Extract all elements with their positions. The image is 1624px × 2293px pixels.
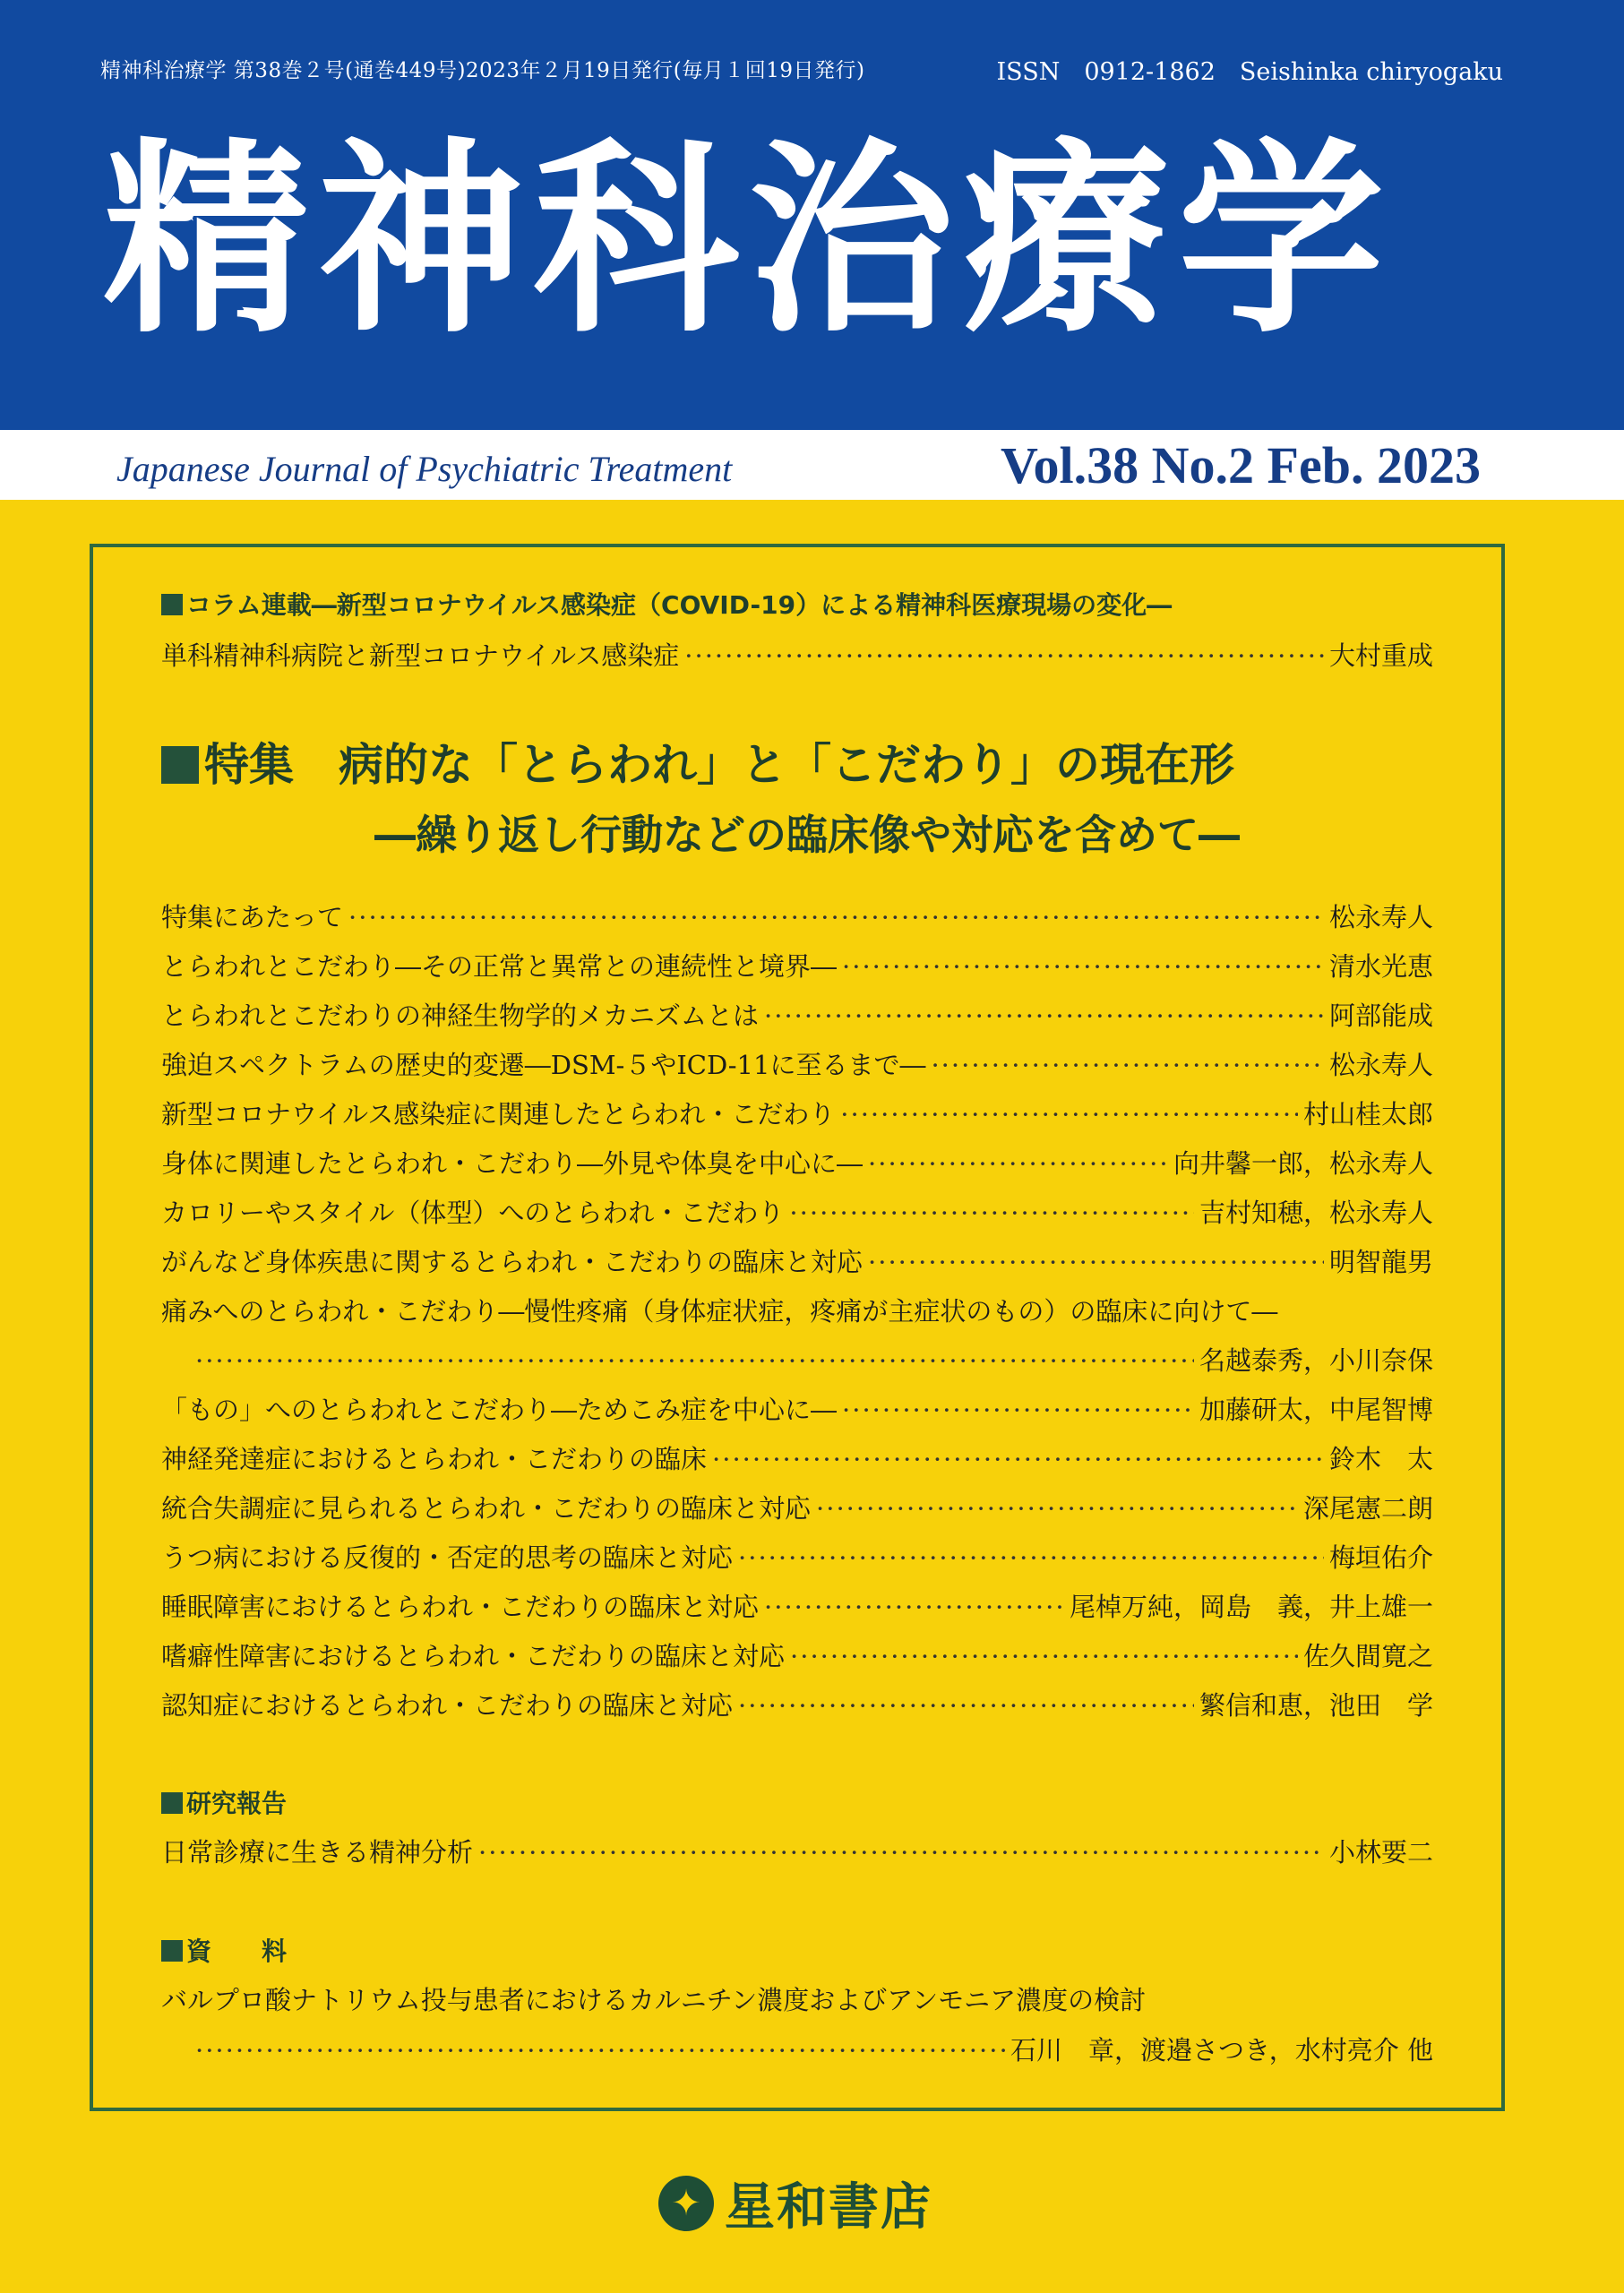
column-heading: コラム連載―新型コロナウイルス感染症（COVID-19）による精神科医療現場の変化― (161, 587, 1172, 624)
leader-dots (738, 1539, 1324, 1576)
toc-entry[interactable] (195, 2031, 1433, 2069)
leader-dots (195, 2031, 1005, 2069)
toc-entry-title: カロリーやスタイル（体型）へのとらわれ・こだわり (161, 1198, 785, 1228)
leader-dots (712, 1440, 1324, 1478)
toc-entry[interactable] (161, 1687, 1433, 1724)
toc-entry-title: 睡眠障害におけるとらわれ・こだわりの臨床と対応 (161, 1592, 760, 1622)
toc-entry-title: 単科精神科病院と新型コロナウイルス感染症 (161, 640, 680, 671)
toc-entry-title: 認知症におけるとらわれ・こだわりの臨床と対応 (161, 1690, 734, 1721)
toc-entry-author: 松永寿人 (1328, 902, 1433, 932)
toc-entry[interactable] (161, 1243, 1433, 1281)
bullet-square-icon (161, 1940, 183, 1962)
toc-entry-title: 強迫スペクトラムの歴史的変遷―DSM-５やICD-11に至るまで― (161, 1050, 926, 1080)
publisher-name: 星和書店 (725, 2178, 932, 2237)
leader-dots (868, 1145, 1168, 1182)
toc-entry-title: とらわれとこだわり―その正常と異常との連続性と境界― (161, 951, 838, 982)
bullet-square-icon (161, 746, 199, 784)
toc-entry[interactable] (195, 1342, 1433, 1379)
issn-info: ISSN 0912-1862 Seishinka chiryogaku (996, 58, 1503, 86)
toc-entry-title: 新型コロナウイルス感染症に関連したとらわれ・こだわり (161, 1099, 836, 1129)
toc-entry-author: 吉村知穂，松永寿人 (1199, 1198, 1433, 1228)
toc-entry[interactable] (161, 997, 1433, 1035)
leader-dots (931, 1046, 1324, 1084)
leader-dots (764, 1588, 1064, 1626)
toc-entry-author: 名越泰秀，小川奈保 (1199, 1345, 1433, 1376)
toc-entry-author: 繁信和恵，池田 学 (1199, 1690, 1433, 1721)
leader-dots (478, 1834, 1324, 1871)
toc-entry-title: がんなど身体疾患に関するとらわれ・こだわりの臨床と対応 (161, 1247, 864, 1277)
toc-entry-author: 佐久間寛之 (1302, 1641, 1433, 1671)
toc-entry-title[interactable]: 痛みへのとらわれ・こだわり―慢性疼痛（身体症状症，疼痛が主症状のもの）の臨床に向けて― (161, 1296, 1278, 1327)
toc-entry-title: とらわれとこだわりの神経生物学的メカニズムとは (161, 1001, 760, 1031)
feature-subtitle: ―繰り返し行動などの臨床像や対応を含めて― (374, 811, 1240, 859)
toc-entry-title: 嗜癖性障害におけるとらわれ・こだわりの臨床と対応 (161, 1641, 786, 1671)
toc-entry[interactable] (161, 1490, 1433, 1527)
publisher-logo-icon: ✦ (658, 2176, 714, 2231)
toc-entry-author: 石川 章，渡邉さつき，水村亮介 他 (1010, 2035, 1433, 2065)
leader-dots (348, 898, 1324, 936)
toc-entry-author: 清水光恵 (1328, 951, 1433, 982)
toc-entry-title: うつ病における反復的・否定的思考の臨床と対応 (161, 1542, 734, 1573)
bullet-square-icon (161, 594, 183, 615)
leader-dots (868, 1243, 1324, 1281)
toc-entry[interactable] (161, 1834, 1433, 1871)
materials-heading: 資 料 (161, 1933, 287, 1971)
leader-dots (738, 1687, 1194, 1724)
toc-entry-title: 特集にあたって (161, 902, 344, 932)
leader-dots (684, 637, 1324, 674)
leader-dots (842, 948, 1324, 985)
toc-entry-title: 神経発達症におけるとらわれ・こだわりの臨床 (161, 1444, 708, 1474)
toc-entry[interactable] (161, 1539, 1433, 1576)
toc-entry[interactable] (161, 637, 1433, 674)
toc-entry[interactable] (161, 1145, 1433, 1182)
toc-entry-author: 阿部能成 (1328, 1001, 1433, 1031)
toc-entry[interactable] (161, 1095, 1433, 1133)
research-heading: 研究報告 (161, 1785, 287, 1823)
toc-entry[interactable] (161, 1440, 1433, 1478)
leader-dots (790, 1637, 1298, 1675)
toc-entry[interactable] (161, 1194, 1433, 1232)
toc-entry-author: 大村重成 (1328, 640, 1433, 671)
toc-entry-author: 明智龍男 (1328, 1247, 1433, 1277)
toc-entry-author: 梅垣佑介 (1328, 1542, 1433, 1573)
leader-dots (195, 1342, 1194, 1379)
toc-entry[interactable] (161, 948, 1433, 985)
toc-entry[interactable] (161, 898, 1433, 936)
toc-entry-title[interactable]: バルプロ酸ナトリウム投与患者におけるカルニチン濃度およびアンモニア濃度の検討 (161, 1985, 1147, 2015)
leader-dots (816, 1490, 1298, 1527)
toc-entry-title: 身体に関連したとらわれ・こだわり―外見や体臭を中心に― (161, 1148, 864, 1179)
toc-entry-title: 統合失調症に見られるとらわれ・こだわりの臨床と対応 (161, 1493, 812, 1524)
journal-english-title: Japanese Journal of Psychiatric Treatment (116, 449, 733, 489)
toc-entry[interactable] (161, 1046, 1433, 1084)
leader-dots (789, 1194, 1194, 1232)
toc-entry-author: 尾棹万純，岡島 義，井上雄一 (1069, 1592, 1433, 1622)
toc-entry[interactable] (161, 1588, 1433, 1626)
toc-entry-author: 加藤研太，中尾智博 (1199, 1395, 1433, 1425)
toc-entry[interactable] (161, 1637, 1433, 1675)
leader-dots (842, 1391, 1194, 1429)
toc-entry-author: 向井馨一郎，松永寿人 (1173, 1148, 1433, 1179)
issue-info: 精神科治療学 第38巻２号(通巻449号)2023年２月19日発行(毎月１回19日発行) (100, 59, 865, 82)
journal-masthead: 精神科治療学 (103, 122, 1394, 361)
toc-entry-title: 「もの」へのとらわれとこだわり―ためこみ症を中心に― (161, 1395, 838, 1425)
leader-dots (764, 997, 1324, 1035)
toc-entry-author: 深尾憲二朗 (1302, 1493, 1433, 1524)
toc-entry[interactable] (161, 1391, 1433, 1429)
volume-issue: Vol.38 No.2 Feb. 2023 (1001, 436, 1481, 494)
publisher (658, 2168, 932, 2239)
feature-title: 特集 病的な「とらわれ」と「こだわり」の現在形 (161, 736, 1234, 794)
bullet-square-icon (161, 1792, 183, 1814)
toc-entry-author: 鈴木 太 (1328, 1444, 1433, 1474)
toc-entry-author: 松永寿人 (1328, 1050, 1433, 1080)
toc-entry-author: 村山桂太郎 (1302, 1099, 1433, 1129)
toc-entry-author: 小林要二 (1328, 1837, 1433, 1868)
toc-entry-title: 日常診療に生きる精神分析 (161, 1837, 474, 1868)
leader-dots (840, 1095, 1298, 1133)
